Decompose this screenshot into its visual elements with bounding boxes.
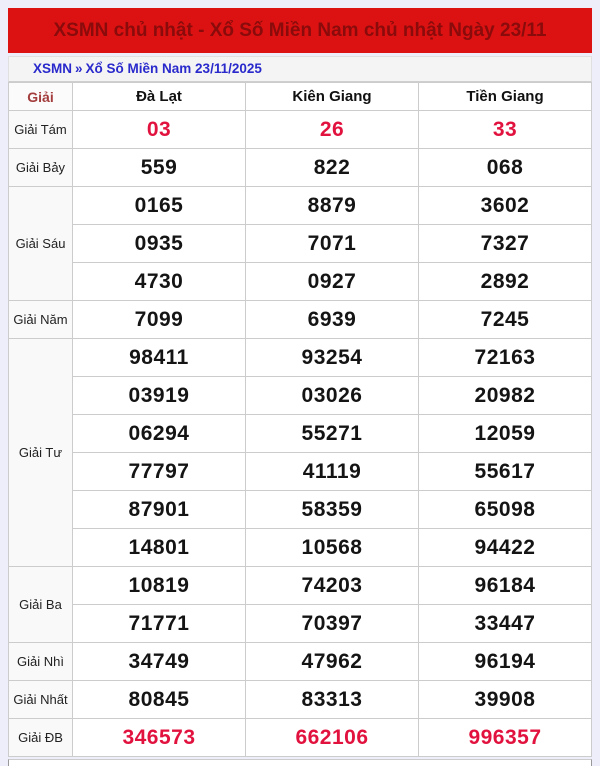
prize-number: 58359 — [246, 491, 419, 529]
prize-number: 34749 — [73, 643, 246, 681]
prize-number: 98411 — [73, 339, 246, 377]
prize-number: 87901 — [73, 491, 246, 529]
prize-number: 96184 — [419, 567, 592, 605]
prize-number: 83313 — [246, 681, 419, 719]
prize-number: 33447 — [419, 605, 592, 643]
prize-number: 0935 — [73, 225, 246, 263]
prize-number: 4730 — [73, 263, 246, 301]
prize-number: 77797 — [73, 453, 246, 491]
prize-label: Giải Tám — [9, 111, 73, 149]
table-row — [9, 301, 592, 339]
prize-number: 65098 — [419, 491, 592, 529]
table-row — [9, 377, 592, 415]
prize-number: 0927 — [246, 263, 419, 301]
table-row — [9, 491, 592, 529]
breadcrumb-current: Xổ Số Miền Nam 23/11/2025 — [85, 61, 262, 76]
prize-number: 80845 — [73, 681, 246, 719]
prize-number: 12059 — [419, 415, 592, 453]
prize-number: 068 — [419, 149, 592, 187]
prize-label: Giải Sáu — [9, 187, 73, 301]
prize-number: 822 — [246, 149, 419, 187]
prize-label: Giải Nhất — [9, 681, 73, 719]
table-row — [9, 225, 592, 263]
prize-number: 74203 — [246, 567, 419, 605]
column-header-giai: Giải — [9, 83, 73, 111]
results-table — [8, 82, 592, 757]
column-header-tien-giang: Tiền Giang — [419, 83, 592, 111]
table-row — [9, 719, 592, 757]
prize-number: 10568 — [246, 529, 419, 567]
prize-number: 39908 — [419, 681, 592, 719]
prize-number: 26 — [246, 111, 419, 149]
prize-number: 41119 — [246, 453, 419, 491]
prize-number: 996357 — [419, 719, 592, 757]
prize-number: 662106 — [246, 719, 419, 757]
prize-number: 20982 — [419, 377, 592, 415]
prize-number: 96194 — [419, 643, 592, 681]
prize-number: 33 — [419, 111, 592, 149]
table-row — [9, 111, 592, 149]
prize-number: 3602 — [419, 187, 592, 225]
prize-label: Giải Nhì — [9, 643, 73, 681]
prize-number: 03026 — [246, 377, 419, 415]
prize-number: 559 — [73, 149, 246, 187]
table-row — [9, 605, 592, 643]
prize-number: 06294 — [73, 415, 246, 453]
prize-number: 93254 — [246, 339, 419, 377]
table-row — [9, 529, 592, 567]
prize-number: 2892 — [419, 263, 592, 301]
breadcrumb-link-xsmn[interactable]: XSMN — [33, 61, 73, 76]
column-header-da-lat: Đà Lạt — [73, 83, 246, 111]
breadcrumb-separator: » — [75, 61, 83, 76]
prize-number: 7099 — [73, 301, 246, 339]
prize-number: 55271 — [246, 415, 419, 453]
table-header-row — [9, 83, 592, 111]
table-row — [9, 567, 592, 605]
prize-label: Giải Ba — [9, 567, 73, 643]
breadcrumb — [8, 56, 592, 82]
prize-number: 71771 — [73, 605, 246, 643]
prize-number: 55617 — [419, 453, 592, 491]
column-header-kien-giang: Kiên Giang — [246, 83, 419, 111]
prize-number: 47962 — [246, 643, 419, 681]
prize-number: 03919 — [73, 377, 246, 415]
table-row — [9, 187, 592, 225]
prize-label: Giải Bảy — [9, 149, 73, 187]
table-row — [9, 263, 592, 301]
prize-label: Giải Tư — [9, 339, 73, 567]
table-row — [9, 149, 592, 187]
prize-number: 03 — [73, 111, 246, 149]
prize-number: 346573 — [73, 719, 246, 757]
prize-number: 72163 — [419, 339, 592, 377]
table-row — [9, 453, 592, 491]
prize-number: 7071 — [246, 225, 419, 263]
prize-number: 6939 — [246, 301, 419, 339]
prize-number: 70397 — [246, 605, 419, 643]
prize-number: 0165 — [73, 187, 246, 225]
prize-number: 94422 — [419, 529, 592, 567]
table-row — [9, 643, 592, 681]
prize-number: 7327 — [419, 225, 592, 263]
page-title: XSMN chủ nhật - Xổ Số Miền Nam chủ nhật Ngày 23/11 — [8, 8, 592, 53]
prize-number: 8879 — [246, 187, 419, 225]
prize-number: 14801 — [73, 529, 246, 567]
prize-label: Giải ĐB — [9, 719, 73, 757]
prize-number: 10819 — [73, 567, 246, 605]
table-row — [9, 681, 592, 719]
next-section-partial — [8, 759, 592, 766]
prize-number: 7245 — [419, 301, 592, 339]
prize-label: Giải Năm — [9, 301, 73, 339]
table-row — [9, 339, 592, 377]
table-row — [9, 415, 592, 453]
